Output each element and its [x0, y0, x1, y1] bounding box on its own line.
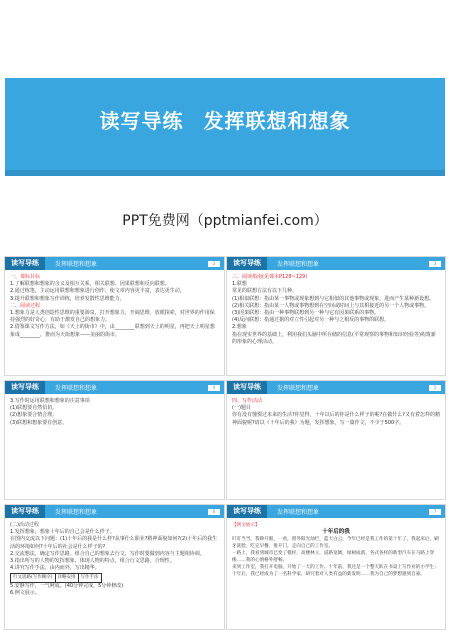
text-line: (二)活动过程: [10, 522, 39, 528]
slide-page-number: 7: [429, 509, 441, 515]
text-line: (2)想象要合情合理。: [10, 412, 58, 419]
slide-header-tag: 读写导练: [5, 257, 45, 270]
essay-paragraph: 叮叮当当，我睁开眼，一看，窗外阳光灿烂，蓝天白云，今年已经是我工作的第十年了。我起床后，刷牙洗脸，吃完早餐，推开门，走向自己的工作室。: [232, 537, 439, 549]
slide-header-bar: [227, 381, 445, 394]
brand-text: PPT免费网（pptmianfei.com）: [122, 213, 328, 229]
slide-page-number: 5: [429, 385, 441, 391]
text-line: 四、写作活动: [232, 398, 263, 404]
essay-block: [232, 522, 440, 578]
title-band-edge: [5, 170, 445, 176]
text-line: (一)题目: [232, 405, 251, 412]
slide-header-bar: [5, 257, 224, 270]
slide-body: [5, 518, 224, 601]
slide-body: [227, 270, 445, 350]
text-line: 3.写作时运用联想和想象的注意事项: [10, 398, 90, 404]
text-line: 2.交流想法，确定写作思路。组合自己的想象去行文，写作时要做到内容与主题相协调。: [10, 550, 205, 557]
slide-page-number: 6: [208, 509, 220, 515]
slide-body: [5, 270, 224, 343]
text-line: (2)相关联想：指由某一人物或事物想到在空间或时间上与其相接近的另一个人物或事物。: [232, 302, 430, 309]
content-slide: [4, 380, 225, 500]
slide-header-title: 发挥联想和想象: [277, 261, 320, 268]
text-line: (1)联想要自然恰切。: [10, 405, 58, 412]
text-line: 2.通过练笔，主动运用联想和想象进行创作，使文章内容更丰富，表达更生动。: [10, 288, 185, 295]
text-line: (3)因果联想：指由一种事物联想到另一种与它有因果联系的事物。: [232, 310, 380, 317]
text-line: 一、课标目标: [10, 274, 41, 280]
text-line: 常见的联想方法有以下几种。: [232, 288, 298, 295]
slide-header-title: 发挥联想和想象: [55, 261, 98, 268]
text-line: 6.例文展示。: [10, 589, 40, 596]
text-line: 2.借鉴课文写作方法，如《天上的街市》中，由________联想到天上的明星，再把天上明星想象成________，推而为天街想象——美丽的街市。: [10, 324, 215, 338]
text-line: 2.想象: [232, 324, 247, 331]
slide-header-bar: [5, 381, 224, 394]
text-line: 1.了解联想和想象的含义及相互关系，相关联想、因果联想和反向联想。: [10, 281, 170, 288]
text-line: 二、阅读过程: [10, 302, 41, 309]
text-line: (3)联想和想象要有创意。: [10, 419, 68, 426]
essay-tag: 【例文展示】: [232, 523, 260, 528]
slide-header-tag: 读写导练: [5, 505, 45, 518]
table-cell: 写作手法: [78, 574, 101, 582]
text-line: 1.联想: [232, 281, 247, 288]
essay-paragraph: 一路上，我看到城市已变了模样，高楼林立，道路宽阔，绿树成荫，各式各样的新型汽车在马路上穿梭……我的心情格外舒畅。: [232, 551, 435, 563]
slide-header-tag: 读写导练: [227, 381, 267, 394]
text-line: 4.讲究写作手法，由内而外，写出精华。: [10, 565, 100, 572]
text-line: (1)相似联想：指由某一事物或现象想到与它相似的其他事物或现象，进而产生某种新设想。: [232, 295, 435, 302]
slide-page-number: 4: [208, 385, 220, 391]
slide-body: [5, 394, 224, 431]
slide-header-title: 发挥联想和想象: [55, 509, 98, 516]
slide-header-title: 发挥联想和想象: [277, 385, 320, 392]
text-line: 你有没有憧憬过未来的生活?你觉得，十年以后的你是什么样子的呢?在做什么?又有着怎样的精神面貌呢?请以《十年后的我》为题，发挥想象，写一篇作文，不少于500字。: [232, 412, 440, 426]
slide-header-title: 发挥联想和想象: [55, 385, 98, 392]
essay-paragraph: 来到工作室，我打开电脑，开始了一天的工作。十年前，我还是一个整天趴在书桌上写作业的小学生；十年后，我已经成为了一名科学家，研究着对人类有益的新发明……我为自己的梦想感到自豪。: [232, 565, 439, 577]
slide-header-tag: 读写导练: [227, 257, 267, 270]
slide-body: [227, 518, 445, 582]
text-line: (4)反向联想：指通过据的对立性引起对另一种与之相反的事物的联想。: [232, 317, 390, 324]
essay-title: 十年后的我: [322, 529, 350, 535]
table-cell: 详略安排: [55, 574, 78, 582]
text-line: 三、阅读指南(见课本P128~129): [232, 274, 308, 280]
content-slide: [226, 380, 446, 500]
text-line: 指在现实世界的基础上，利用我们头脑中所存储的信息(平常观察的事物和知识经验等)构筑新的形象的心理活动。: [232, 331, 436, 345]
slide-header-bar: [5, 505, 224, 518]
title-slide: [0, 0, 450, 253]
text-line: 3.提升联想和想象写作训练，培养发散性思维能力。: [10, 295, 125, 302]
content-slide: [226, 256, 446, 376]
text-line: 1.想象力是人类创造性思维的重要源泉，打开想象力，开阔思维，放眼探索，对世界的作用保持强烈的好奇心，有助于激发自己的想象力。: [10, 310, 215, 324]
slide-header-tag: 读写导练: [5, 381, 45, 394]
slide-page-number: 2: [208, 261, 220, 267]
text-line: 在图内交流以下问题：(1)十年后的我是什么样?从事什么职业?精神面貌如何?(2)十年后的我生活的环境如何?十年后的社会是什么样子的?: [10, 536, 218, 550]
table-cell: 行文思路(写作顺序): [11, 574, 56, 582]
content-slide: [226, 504, 446, 630]
slide-header-bar: [227, 257, 445, 270]
content-slide: [4, 504, 225, 630]
slide-title: 读写导练 发挥联想和想象: [99, 109, 351, 133]
method-table: [10, 573, 102, 582]
slide-body: [227, 394, 445, 431]
slide-page-number: 3: [429, 261, 441, 267]
slide-header-tag: 读写导练: [227, 505, 267, 518]
text-line: 1.发挥想象，想象十年后的自己会是什么样子。: [10, 529, 115, 536]
text-line: 5.安静写作，一气呵成。(40分钟完成，5分钟修改): [10, 582, 124, 589]
slide-header-bar: [227, 505, 445, 518]
slide-header-title: 发挥联想和想象: [277, 509, 320, 516]
content-slide: [4, 256, 225, 376]
text-line: 3.指出所写的人物的发挥想象，体现人物的特点，组合行文思路，合理性。: [10, 558, 175, 565]
